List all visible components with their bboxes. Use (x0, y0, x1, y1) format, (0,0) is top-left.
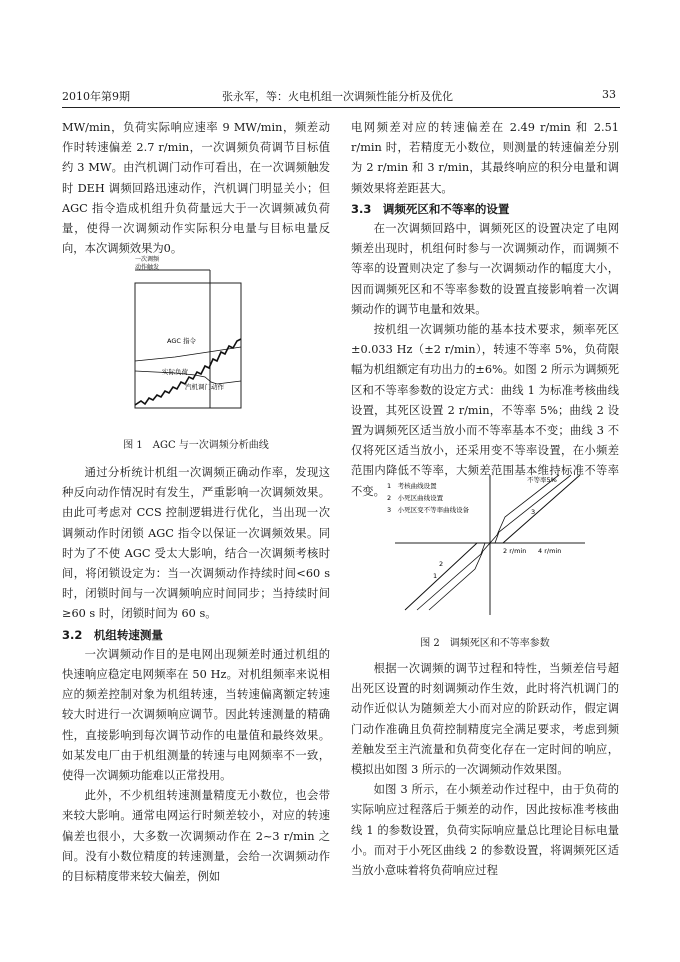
curve-label-2: 2 (439, 560, 444, 568)
left-column-top (62, 118, 330, 259)
agc-label: AGC 指令 (167, 337, 196, 345)
running-title: 张永军，等：火电机组一次调频性能分析及优化 (222, 90, 453, 103)
paragraph: MW/min，负荷实际响应速率 9 MW/min，频差动作时转速偏差 2.7 r/min，一次调频负荷调节目标值约 3 MW。由汽机调门动作可看出，在一次调频触发时 DEH 调频回路迅速动作，汽机调门明显关小；但 AGC 指令造成机组升负荷量远大于一次调频减负荷量，使得一次调频动作实际积分电量与目标电量反向，本次调频效果为0。 (62, 121, 330, 256)
section-heading-3-2: 3.2 机组转速测量 (62, 627, 163, 642)
paragraph: 通过分析统计机组一次调频正确动作率，发现这种反向动作情况时有发生，严重影响一次调频效果。由此可考虑对 CCS 控制逻辑进行优化，当出现一次调频动作时闭锁 AGC 指令以保证一次调频效果。同时为了不使 AGC 受太大影响，结合一次调频考核时间，将闭锁设定为：当一次调频动作持续时间<60 s 时，闭锁时间与一次调频响应时间同步；当持续时间≥60 s 时，闭锁时间为 60 s。 (62, 466, 330, 621)
figure-2-caption: 图 2 调频死区和不等率参数 (420, 638, 550, 649)
page-number: 33 (602, 88, 616, 101)
figure-2-chart (375, 470, 600, 620)
x-tick-2: 2 r/min (503, 547, 527, 555)
left-column-bottom (62, 463, 330, 887)
paragraph: 电网频差对应的转速偏差在 2.49 r/min 和 2.51 r/min 时，若精度无小数位，则测量的转速偏差分别为 2 r/min 和 3 r/min，其最终响应的积分电量和调频效果将差距甚大。 (351, 121, 619, 195)
paragraph: 一次调频动作目的是电网出现频差时通过机组的快速响应稳定电网频率在 50 Hz。对机组频率来说相应的频差控制对象为机组转速，当转速偏离额定转速较大时进行一次调频响应调节。因此转速测量的精确性，直接影响到每次调节动作的电量值和最终效果。如某发电厂由于机组测量的转速与电网频率不一致，使得一次调频功能难以正常投用。 (62, 647, 330, 783)
paragraph: 此外，不少机组转速测量精度无小数位，也会带来较大影响。通常电网运行时频差较小，对应的转速偏差也很小，大多数一次调频动作在 2~3 r/min 之间。没有小数位精度的转速测量，会给一次调频动作的目标精度带来较大偏差，例如 (62, 789, 330, 884)
droop-label: 不等率5% (527, 476, 557, 484)
legend-item-3: 3 小死区变不等率曲线设备 (387, 506, 470, 514)
right-column-bottom (351, 659, 619, 881)
paragraph: 如图 3 所示，在小频差动作过程中，由于负荷的实际响应过程落后于频差的动作，因此按标准考核曲线 1 的参数设置，负荷实际响应量总比理论目标电量小。而对于小死区曲线 2 的参数设置，将调频死区适当放小意味着将负荷响应过程 (351, 783, 619, 878)
valve-label: 汽机调门动作 (185, 383, 224, 391)
right-column-top (351, 118, 619, 502)
paragraph: 在一次调频回路中，调频死区的设置决定了电网频差出现时，机组何时参与一次调频动作，而调频不等率的设置则决定了参与一次调频动作的幅度大小，因而调频死区和不等率参数的设置直接影响着一次调频动作的调节电量和效果。 (351, 222, 619, 316)
journal-issue: 2010年第9期 (62, 90, 130, 103)
curve-label-3: 3 (531, 508, 536, 516)
section-heading-3-3: 3.3 调频死区和不等率的设置 (351, 201, 510, 216)
legend-item-1: 1 考核曲线设置 (387, 482, 437, 490)
header-rule (62, 107, 620, 108)
paragraph: 按机组一次调频功能的基本技术要求，频率死区±0.033 Hz（±2 r/min），转速不等率 5%，负荷限幅为机组额定有功出力的±6%。如图 2 所示为调频死区和不等率参数的设定方式：曲线 1 为标准考核曲线设置，其死区设置 2 r/min，不等率 5%；曲线 2 设置为调频死区适当放小而不等率基本不变；曲线 3 不仅将死区适当放小，还采用变不等率设置，在小频差范围内降低不等率，大频差范围基本维持标准不等率不变。 (351, 323, 619, 498)
figure-1-chart (115, 255, 245, 410)
trigger-label-line2: 动作触发 (135, 264, 160, 271)
curve-label-1: 1 (433, 572, 438, 580)
legend-item-2: 2 小死区曲线设置 (387, 494, 444, 502)
x-tick-4: 4 r/min (538, 547, 562, 555)
paragraph: 根据一次调频的调节过程和特性，当频差信号超出死区设置的时刻调频动作生效，此时将汽机调门的动作近似认为随频差大小而对应的阶跃动作，假定调门动作准确且负荷控制精度完全满足要求，考虑到频差触发至主汽流量和负荷变化存在一定时间的响应，模拟出如图 3 所示的一次调频动作效果图。 (351, 662, 619, 777)
figure-1-caption: 图 1 AGC 与一次调频分析曲线 (123, 440, 269, 451)
load-label: 实际负荷 (162, 368, 188, 376)
trigger-label-line1: 一次调频 (135, 256, 160, 263)
